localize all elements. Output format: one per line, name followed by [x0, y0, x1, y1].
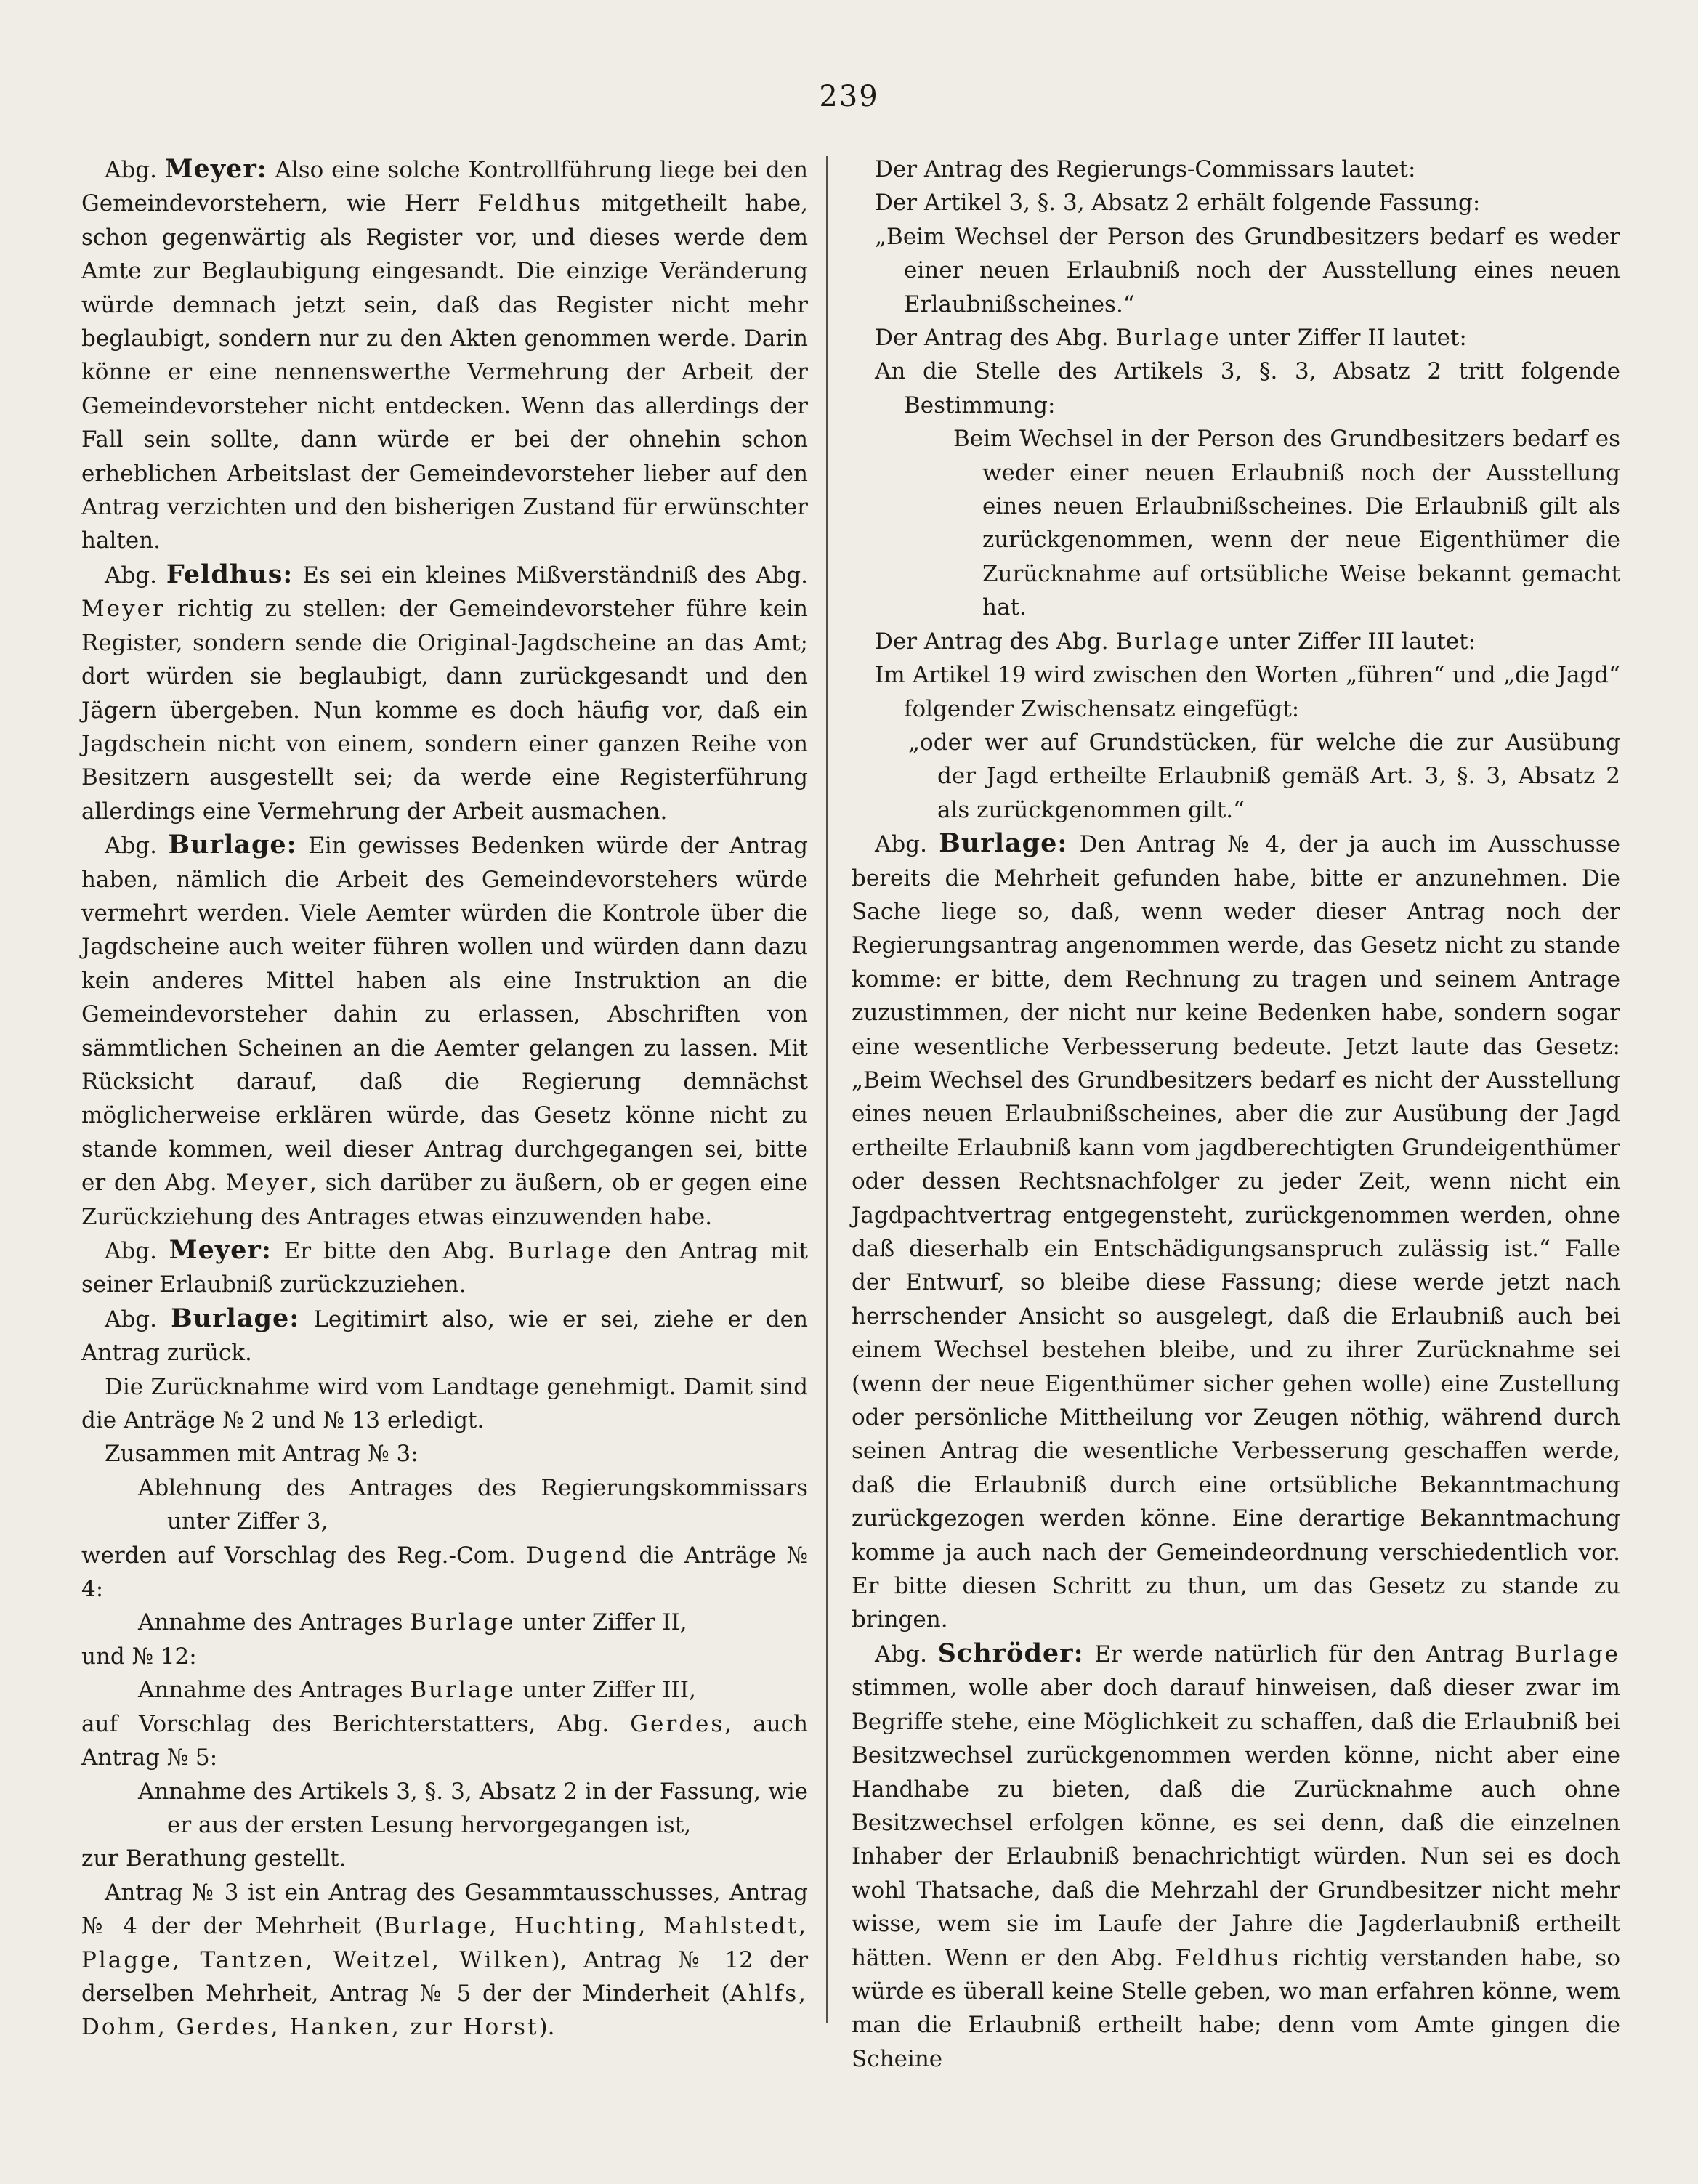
- person-name: Meyer: [81, 596, 166, 623]
- person-name: Burlage: [1115, 325, 1221, 352]
- page-number: 239: [819, 80, 879, 113]
- speech-meyer-2: Abg. Meyer: Er bitte den Abg. Burlage den Antrag mit seiner Erlaubniß zurückzuziehen.: [81, 1235, 808, 1298]
- speaker-name: Burlage:: [171, 1303, 300, 1333]
- speech-feldhus: Abg. Feldhus: Es sei ein kleines Mißverständniß des Abg. Meyer richtig zu stellen: der Gemeindevorsteher führe kein Register, sondern sende die Original-Jagdscheine an das Amt; dort würden sie beglaubigt, dann zurückgesandt und den Jägern übergeben. Nun komme es doch häufig vor, daß ein Jagdschein nicht von einem, sondern einer ganzen Reihe von Besitzern ausgestellt sei; da werde eine Registerführung allerdings eine Vermehrung der Arbeit ausmachen.: [81, 559, 809, 825]
- left-column: [81, 153, 808, 2045]
- person-name: Feldhus: [1175, 1944, 1281, 1971]
- speaker-name: Feldhus:: [166, 559, 294, 589]
- burlage-ii-heading: Der Antrag des Abg. Burlage unter Ziffer II lautet:: [875, 325, 1467, 352]
- gov-motion-intro: Der Artikel 3, §. 3, Absatz 2 erhält folgende Fassung:: [875, 190, 1481, 217]
- deliberation-note: zur Berathung gestellt.: [81, 1845, 347, 1872]
- proposal-text: werden auf Vorschlag des Reg.-Com. Dugend die Anträge № 4:: [81, 1542, 808, 1603]
- motion-12-heading: und № 12:: [81, 1643, 197, 1670]
- motion-3-text: Ablehnung des Antrages des Regierungskommissars unter Ziffer 3,: [138, 1474, 808, 1535]
- speaker-name: Meyer:: [169, 1235, 272, 1265]
- gov-motion-text: „Beim Wechsel der Person des Grundbesitzers bedarf es weder einer neuen Erlaubniß noch der Ausstellung eines neuen Erlaubnißscheines.“: [875, 223, 1620, 318]
- speech-burlage-3: Abg. Burlage: Den Antrag № 4, der ja auch im Ausschusse bereits die Mehrheit gefunden habe, bitte er anzunehmen. Die Sache liege so, daß, wenn weder dieser Antrag noch der Regierungsantrag angenommen werde, das Gesetz nicht zu stande komme: er bitte, dem Rechnung zu tragen und seinem Antrage zuzustimmen, der nicht nur keine Bedenken habe, sondern sogar eine wesentliche Verbesserung bedeute. Jetzt laute das Gesetz: „Beim Wechsel des Grundbesitzers bedarf es nicht der Ausstellung eines neuen Erlaubnißscheines, aber die zur Ausübung der Jagd ertheilte Erlaubniß kann vom jagdberechtigten Grundeigenthümer oder dessen Rechtsnachfolger zu jeder Zeit, wenn nicht ein Jagdpachtvertrag entgegensteht, zurückgenommen werden, ohne daß dieserhalb ein Entschädigungsanspruch zulässig ist.“ Falle der Entwurf, so bleibe diese Fassung; diese werde jetzt nach herrschender Ansicht so ausgelegt, daß die Erlaubniß auch bei einem Wechsel bestehen bleibe, und zu ihrer Zurücknahme sei (wenn der neue Eigenthümer sicher gehen wolle) eine Zustellung oder persönliche Mittheilung vor Zeugen nöthig, während durch seinen Antrag die wesentliche Verbesserung geschaffen werde, daß die Erlaubniß durch eine ortsübliche Bekanntmachung zurückgezogen werden könne. Eine derartige Bekanntmachung komme ja auch nach der Gemeindeordnung verschiedentlich vor. Er bitte diesen Schritt zu thun, um das Gesetz zu stande zu bringen.: [852, 828, 1621, 1633]
- motions-summary: Antrag № 3 ist ein Antrag des Gesammtausschusses, Antrag № 4 der der Mehrheit (Burlage, Huchting, Mahlstedt, Plagge, Tantzen, Weitzel, Wilken), Antrag № 12 der derselben Mehrheit, Antrag № 5 der der Minderheit (Ahlfs, Dohm, Gerdes, Hanken, zur Horst).: [81, 1879, 809, 2041]
- person-name: Burlage: [1115, 628, 1221, 655]
- speaker-name: Schröder:: [937, 1638, 1084, 1668]
- speaker-name: Meyer:: [164, 154, 267, 184]
- column-divider: [826, 156, 828, 2023]
- speaker-name: Burlage:: [168, 830, 297, 860]
- motion-5-text: Annahme des Artikels 3, §. 3, Absatz 2 in der Fassung, wie er aus der ersten Lesung hervorgegangen ist,: [138, 1778, 808, 1838]
- burlage-iii-heading: Der Antrag des Abg. Burlage unter Ziffer III lautet:: [875, 628, 1476, 655]
- gov-motion-heading: Der Antrag des Regierungs-Commissars lautet:: [875, 156, 1416, 182]
- person-names: Ahlfs, Dohm, Gerdes, Hanken, zur Horst: [81, 1980, 808, 2041]
- withdrawal-note: Die Zurücknahme wird vom Landtage genehmigt. Damit sind die Anträge № 2 und № 13 erledigt.: [81, 1373, 808, 1434]
- motion-3-heading: Zusammen mit Antrag № 3:: [105, 1441, 419, 1468]
- person-name: Burlage: [410, 1609, 516, 1636]
- burlage-ii-intro: An die Stelle des Artikels 3, §. 3, Absatz 2 tritt folgende Bestimmung:: [875, 358, 1620, 418]
- person-name: Burlage: [1514, 1641, 1621, 1667]
- right-column: [852, 153, 1620, 2076]
- person-name: Gerdes: [630, 1710, 725, 1737]
- motion-12-text: Annahme des Antrages Burlage unter Ziffer III,: [138, 1677, 696, 1704]
- speaker-name: Burlage:: [939, 828, 1068, 859]
- person-name: Dugend: [526, 1542, 628, 1569]
- person-name: Feldhus: [477, 190, 583, 217]
- burlage-iii-intro: Im Artikel 19 wird zwischen den Worten „führen“ und „die Jagd“ folgender Zwischensatz eingefügt:: [875, 662, 1620, 722]
- person-names: Burlage, Huchting, Mahlstedt, Plagge, Tantzen, Weitzel, Wilken: [81, 1913, 809, 1973]
- burlage-ii-text: Beim Wechsel in der Person des Grundbesitzers bedarf es weder einer neuen Erlaubniß noch der Ausstellung eines neuen Erlaubnißscheines. Die Erlaubniß gilt als zurückgenommen, wenn der neue Eigenthümer die Zurücknahme auf ortsübliche Weise bekannt gemacht hat.: [953, 426, 1620, 621]
- speech-schroeder: Abg. Schröder: Er werde natürlich für den Antrag Burlage stimmen, wolle aber doch darauf hinweisen, daß dieser zwar im Begriffe stehe, eine Möglichkeit zu schaffen, daß die Erlaubniß bei Besitzwechsel zurückgenommen werden könne, nicht aber eine Handhabe zu bieten, daß die Zurücknahme auch ohne Besitzwechsel erfolgen könne, es sei denn, daß die einzelnen Inhaber der Erlaubniß benachrichtigt würden. Nun sei es doch wohl Thatsache, daß die Mehrzahl der Grundbesitzer nicht mehr wisse, wem sie im Laufe der Jahre die Jagderlaubniß ertheilt hätten. Wenn er den Abg. Feldhus richtig verstanden habe, so würde es überall keine Stelle geben, wo man erfahren könne, wem man die Erlaubniß ertheilt habe; denn vom Amte gingen die Scheine: [852, 1638, 1621, 2072]
- person-name: Meyer: [225, 1170, 310, 1197]
- speech-burlage-2: Abg. Burlage: Legitimirt also, wie er sei, ziehe er den Antrag zurück.: [81, 1303, 808, 1367]
- motion-4-text: Annahme des Antrages Burlage unter Ziffer II,: [138, 1609, 687, 1636]
- person-name: Burlage: [507, 1238, 613, 1264]
- burlage-iii-text: „oder wer auf Grundstücken, für welche die zur Ausübung der Jagd ertheilte Erlaubniß gemäß Art. 3, §. 3, Absatz 2 als zurückgenommen gilt.“: [908, 729, 1620, 823]
- speech-meyer-1: Abg. Meyer: Also eine solche Kontrollführung liege bei den Gemeindevorstehern, wie Herr Feldhus mitgetheilt habe, schon gegenwärtig als Register vor, und dieses werde dem Amte zur Beglaubigung eingesandt. Die einzige Veränderung würde demnach jetzt sein, daß das Register nicht mehr beglaubigt, sondern nur zu den Akten genommen werde. Darin könne er eine nennenswerthe Vermehrung der Arbeit der Gemeindevorsteher nicht entdecken. Wenn das allerdings der Fall sein sollte, dann würde er bei der ohnehin schon erheblichen Arbeitslast der Gemeindevorsteher lieber auf den Antrag verzichten und den bisherigen Zustand für erwünschter halten.: [81, 154, 808, 554]
- person-name: Burlage: [410, 1677, 516, 1704]
- rapporteur-text: auf Vorschlag des Berichterstatters, Abg. Gerdes, auch Antrag № 5:: [81, 1710, 808, 1771]
- speech-burlage-1: Abg. Burlage: Ein gewisses Bedenken würde der Antrag haben, nämlich die Arbeit des Gemeindevorstehers würde vermehrt werden. Viele Aemter würden die Kontrole über die Jagdscheine auch weiter führen wollen und würden dann dazu kein anderes Mittel haben als eine Instruktion an die Gemeindevorsteher dahin zu erlassen, Abschriften von sämmtlichen Scheinen an die Aemter gelangen zu lassen. Mit Rücksicht darauf, daß die Regierung demnächst möglicherweise erklären würde, das Gesetz könne nicht zu stande kommen, weil dieser Antrag durchgegangen sei, bitte er den Abg. Meyer, sich darüber zu äußern, ob er gegen eine Zurückziehung des Antrages etwas einzuwenden habe.: [81, 830, 809, 1230]
